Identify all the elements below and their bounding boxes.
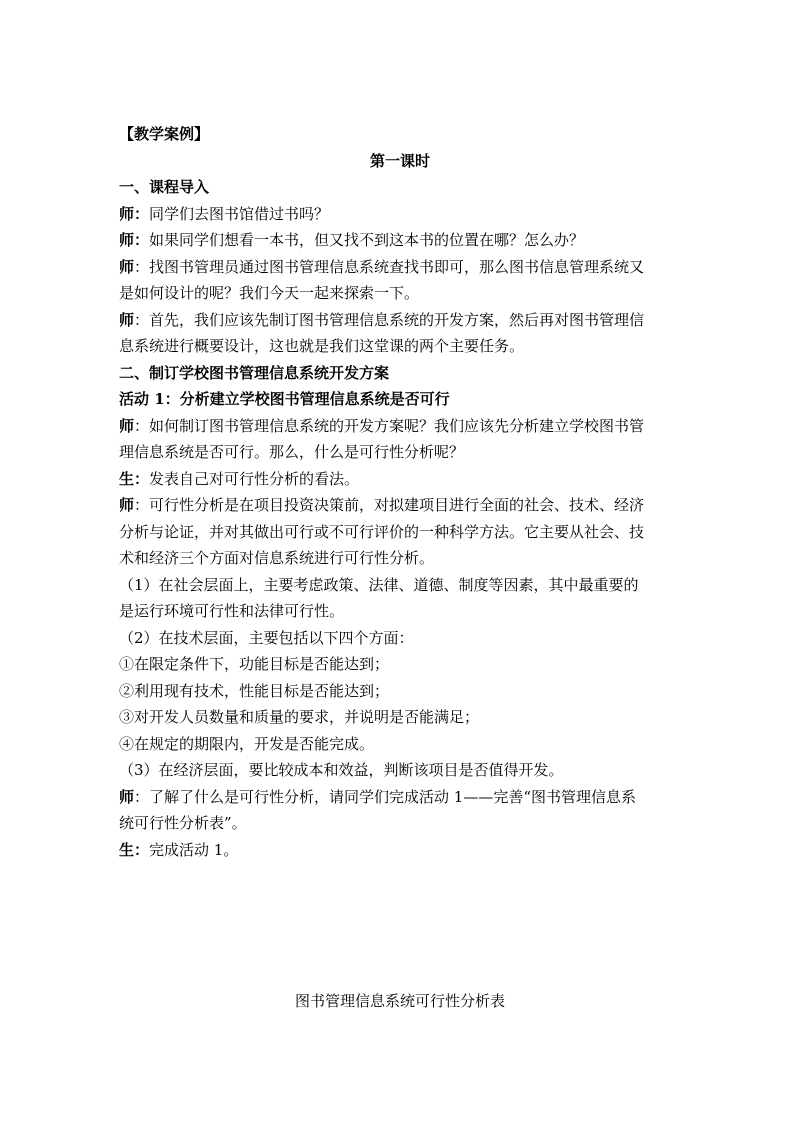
dialogue-line: [119, 413, 681, 440]
dialogue-text: 是如何设计的呢？我们今天一起来探索一下。: [119, 284, 420, 302]
dialogue-text: 统可行性分析表”。: [119, 814, 247, 832]
section-header: 【教学案例】: [119, 125, 210, 143]
speaker-student: 生：: [119, 840, 150, 859]
dialogue-text: ：了解了什么是可行性分析，请同学们完成活动 1——完善“图书管理信息系: [134, 787, 636, 806]
list-item-technical: （2）在技术层面，主要包括以下四个方面：: [119, 628, 414, 647]
dialogue-line: [119, 492, 681, 519]
heading-plan: 二、制订学校图书管理信息系统开发方案: [119, 363, 390, 382]
dialogue-text: 息系统进行概要设计，这也就是我们这堂课的两个主要任务。: [119, 337, 525, 355]
dialogue-text: 理信息系统是否可行。那么，什么是可行性分析呢？: [119, 443, 465, 461]
dialogue-text: ：找图书管理员通过图书管理信息系统查找书即可，那么图书信息管理系统又: [134, 257, 645, 276]
dialogue-text: 发表自己对可行性分析的看法。: [149, 469, 360, 488]
speaker-teacher: 师：: [119, 204, 150, 223]
speaker-teacher: 师: [119, 257, 135, 276]
dialogue-text: 术和经济三个方面对信息系统进行可行性分析。: [119, 549, 435, 567]
list-item-social: （1）在社会层面上，主要考虑政策、法律、道德、制度等因素，其中最重要的: [119, 575, 639, 594]
document-body: [119, 121, 681, 863]
sub-item-4: ④在规定的期限内，开发是否能完成。: [119, 734, 375, 753]
speaker-teacher: 师: [119, 416, 135, 435]
dialogue-text: ：如何制订图书管理信息系统的开发方案呢？我们应该先分析建立学校图书管: [134, 416, 645, 435]
dialogue-text: ：首先，我们应该先制订图书管理信息系统的开发方案，然后再对图书管理信: [134, 310, 645, 329]
dialogue-line: [119, 466, 681, 493]
dialogue-line: [119, 784, 681, 811]
speaker-student: 生：: [119, 469, 150, 488]
dialogue-line: [119, 837, 681, 864]
dialogue-text: 完成活动 1。: [149, 840, 239, 859]
dialogue-text: 同学们去图书馆借过书吗？: [149, 204, 330, 223]
sub-item-1: ①在限定条件下，功能目标是否能达到；: [119, 655, 390, 673]
lesson-title: 第一课时: [369, 151, 430, 170]
list-item-social-cont: 是运行环境可行性和法律可行性。: [119, 602, 345, 620]
heading-course-intro: 一、课程导入: [119, 178, 210, 196]
dialogue-text: 如果同学们想看一本书，但又找不到这本书的位置在哪？怎么办？: [149, 231, 585, 249]
dialogue-line: [119, 254, 681, 281]
dialogue-line: [119, 201, 681, 228]
speaker-teacher: 师: [119, 496, 135, 514]
speaker-teacher: 师: [119, 787, 135, 806]
dialogue-line: [119, 227, 681, 254]
activity-1-heading: 活动 1：分析建立学校图书管理信息系统是否可行: [119, 390, 450, 408]
speaker-teacher: 师：: [119, 231, 150, 249]
speaker-teacher: 师: [119, 310, 135, 329]
table-title: 图书管理信息系统可行性分析表: [294, 992, 505, 1010]
dialogue-text: 分析与论证，并对其做出可行或不可行评价的一种科学方法。它主要从社会、技: [119, 522, 645, 541]
list-item-economic: （3）在经济层面，要比较成本和效益，判断该项目是否值得开发。: [119, 761, 564, 779]
dialogue-line: [119, 307, 681, 334]
sub-item-2: ②利用现有技术，性能目标是否能达到；: [119, 681, 390, 700]
dialogue-text: ：可行性分析是在项目投资决策前，对拟建项目进行全面的社会、技术、经济: [134, 496, 645, 514]
sub-item-3: ③对开发人员数量和质量的要求，并说明是否能满足；: [119, 708, 480, 726]
